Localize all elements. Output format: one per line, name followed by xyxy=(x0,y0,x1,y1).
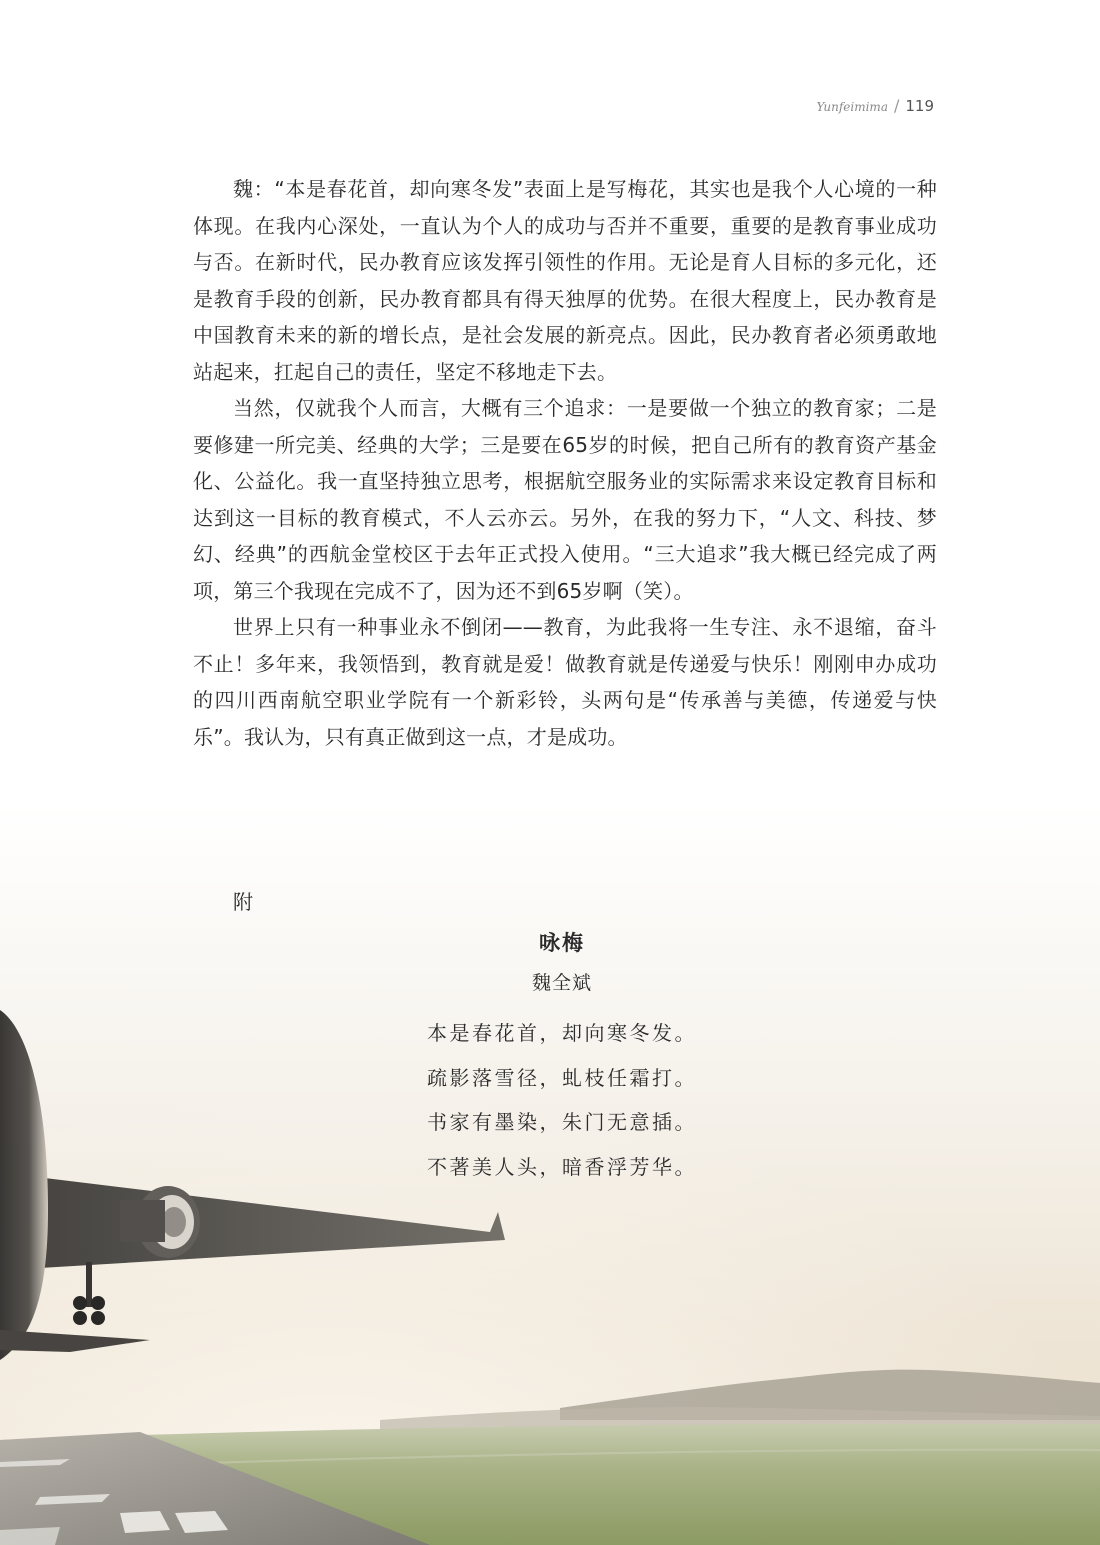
poem-line: 不著美人头，暗香浮芳华。 xyxy=(427,1154,697,1179)
poem-line: 疏影落雪径，虬枝任霜打。 xyxy=(427,1065,697,1090)
series-name: Yunfeimima xyxy=(816,100,888,114)
poem-block xyxy=(0,928,1100,1189)
poem-author: 魏全斌 xyxy=(531,972,592,994)
appendix-label: 附 xyxy=(233,890,253,914)
paragraph: 当然，仅就我个人而言，大概有三个追求：一是要做一个独立的教育家；二是要修建一所完美、经典的大学；三是要在65岁的时候，把自己所有的教育资产基金化、公益化。我一直坚持独立思考，根据航空服务业的实际需求来设定教育目标和达到这一目标的教育模式，不人云亦云。另外，在我的努力下，“人文、科技、梦幻、经典”的西航金堂校区于去年正式投入使用。“三大追求”我大概已经完成了两项，第三个我现在完成不了，因为还不到65岁啊（笑）。 xyxy=(193,396,937,603)
paragraph: 魏：“本是春花首，却向寒冬发”表面上是写梅花，其实也是我个人心境的一种体现。在我内心深处，一直认为个人的成功与否并不重要，重要的是教育事业成功与否。在新时代，民办教育应该发挥引领性的作用。无论是育人目标的多元化，还是教育手段的创新，民办教育都具有得天独厚的优势。在很大程度上，民办教育是中国教育未来的新的增长点，是社会发展的新亮点。因此，民办教育者必须勇敢地站起来，扛起自己的责任，坚定不移地走下去。 xyxy=(193,177,937,384)
header-separator: / xyxy=(893,96,900,115)
poem-line: 本是春花首，却向寒冬发。 xyxy=(427,1021,697,1045)
running-header xyxy=(817,96,935,115)
paragraph: 世界上只有一种事业永不倒闭——教育，为此我将一生专注、永不退缩，奋斗不止！多年来，我领悟到，教育就是爱！做教育就是传递爱与快乐！刚刚申办成功的四川西南航空职业学院有一个新彩铃，头两句是“传承善与美德，传递爱与快乐”。我认为，只有真正做到这一点，才是成功。 xyxy=(193,615,937,749)
poem-title: 咏梅 xyxy=(539,931,585,955)
page-number: 119 xyxy=(905,97,934,115)
interview-body xyxy=(193,171,937,755)
poem-line: 书家有墨染，朱门无意插。 xyxy=(427,1110,697,1134)
